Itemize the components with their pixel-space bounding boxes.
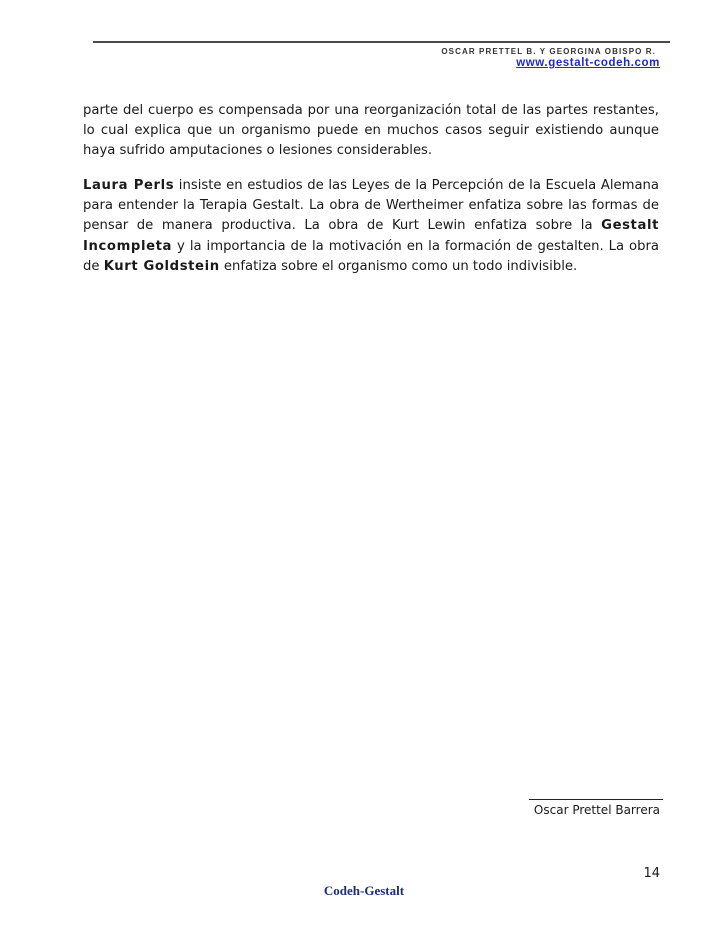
header-rule: [93, 41, 670, 43]
paragraph-2-text-a: insiste en estudios de las Leyes de la Percepción de la Escuela Alemana para entender la Terapia Gestalt. La obra de Wertheimer enfatiza sobre las formas de pensar de manera productiva. La obra de Kurt Lewin enfatiza sobre la: [83, 178, 659, 234]
header-url-link[interactable]: www.gestalt-codeh.com: [516, 57, 660, 69]
paragraph-2-text-c: enfatiza sobre el organismo como un todo indivisible.: [219, 258, 578, 274]
signature-rule: [529, 799, 663, 800]
paragraph-2-text-b: y la importancia de la motivación en la formación de gestalten. La obra de: [83, 238, 659, 274]
paragraph-1: parte del cuerpo es compensada por una reorganización total de las partes restantes, lo cual explica que un organismo puede en muchos casos seguir existiendo aunque haya sufrido amputaciones o lesiones considerables.: [83, 103, 659, 159]
name-laura-perls: Laura Perls: [83, 178, 175, 193]
page-number: 14: [643, 866, 660, 881]
footer-title: Codeh-Gestalt: [323, 883, 405, 898]
header-authors: OSCAR PRETTEL B. Y GEORGINA OBISPO R.: [441, 47, 656, 56]
name-kurt-goldstein: Kurt Goldstein: [103, 258, 220, 274]
paragraph-2: [83, 176, 659, 277]
term-gestalt-incompleta: Gestalt Incompleta: [83, 218, 659, 254]
signature: Oscar Prettel Barrera: [533, 803, 660, 817]
